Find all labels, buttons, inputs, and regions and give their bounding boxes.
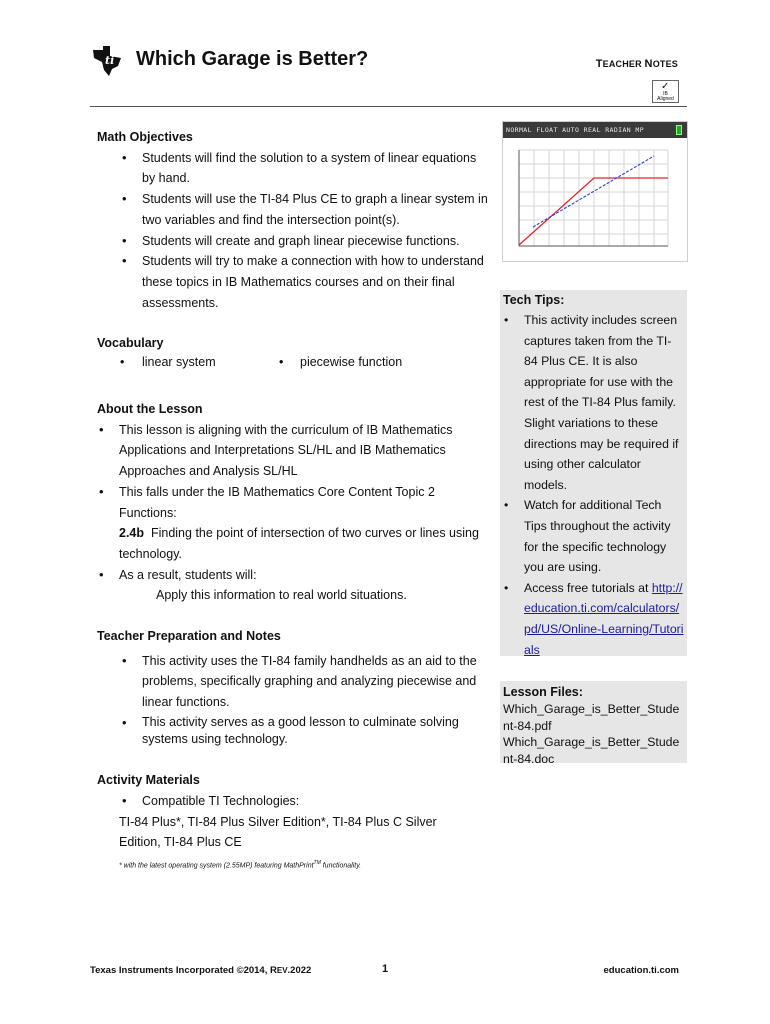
ib-aligned-badge: ✓ IB Aligned [652, 80, 679, 103]
check-icon: ✓ [661, 81, 670, 92]
footer-copyright: Texas Instruments Incorporated ©2014, REV.2022 [90, 965, 312, 976]
lesson-files-box [500, 681, 687, 766]
list-item: • Students will try to make a connection with how to understand these topics in IB Mathematics courses and on their final assessments. [142, 251, 492, 313]
tutorials-link[interactable]: http://education.ti.com/calculators/pd/US/Online-Learning/Tutorials [524, 580, 684, 657]
list-item: linear system [142, 355, 216, 370]
tech-tips-box [500, 290, 687, 656]
footer-website: education.ti.com [603, 965, 679, 976]
page-title: Which Garage is Better? [136, 48, 369, 70]
about-list [97, 420, 492, 606]
teacher-notes-label: TEACHER NOTES [595, 58, 678, 70]
activity-materials-list [97, 791, 492, 812]
calculator-status-bar: NORMAL FLOAT AUTO REAL RADIAN MP [503, 122, 687, 138]
vocabulary-heading: Vocabulary [97, 336, 164, 351]
list-item: • Compatible TI Technologies: [142, 791, 492, 812]
header-divider [90, 106, 687, 107]
tech-tips-heading: Tech Tips: [503, 293, 565, 307]
list-item: piecewise function [300, 355, 403, 370]
list-item: • This activity includes screen captures taken from the TI-84 Plus CE. It is also appropriate for use with the rest of the TI-84 Plus family. Slight variations to these directions may be required if using other calculator models. [524, 310, 684, 495]
calculator-graph [503, 138, 687, 260]
lesson-file-pdf: Which_Garage_is_Better_Student-84.pdf [503, 702, 680, 733]
footnote: * with the latest operating system (2.55MP) featuring MathPrint™ functionality. [119, 860, 362, 870]
math-objectives-list [97, 148, 492, 314]
lesson-files-heading: Lesson Files: [503, 685, 583, 699]
list-item: • Access free tutorials at http://education.ti.com/calculators/pd/US/Online-Learning/Tutorials [524, 578, 684, 660]
math-objectives-heading: Math Objectives [97, 130, 193, 144]
list-item: • This activity serves as a good lesson to culminate solving systems using technology. [142, 712, 492, 748]
list-item: • Students will use the TI-84 Plus CE to graph a linear system in two variables and find the intersection point(s). [142, 189, 492, 230]
page-number: 1 [382, 963, 389, 975]
technology-list: TI-84 Plus*, TI-84 Plus Silver Edition*, TI-84 Plus C Silver Edition, TI-84 Plus CE [119, 814, 437, 850]
texas-instruments-logo [90, 44, 124, 78]
list-item: • Students will find the solution to a system of linear equations by hand. [142, 148, 492, 189]
calculator-screenshot [502, 121, 688, 262]
lesson-file-doc: Which_Garage_is_Better_Student-84.doc [503, 735, 680, 766]
svg-text:ti: ti [105, 54, 115, 67]
activity-materials-heading: Activity Materials [97, 773, 200, 788]
list-item: • As a result, students will: Apply this information to real world situations. [119, 565, 492, 606]
list-item: • This lesson is aligning with the curriculum of IB Mathematics Applications and Interpretations SL/HL and IB Mathematics Approaches and Analysis SL/HL [119, 420, 492, 482]
list-item: • This activity uses the TI-84 family handhelds as an aid to the problems, specifically graphing and analyzing piecewise and linear functions. [142, 651, 492, 713]
about-heading: About the Lesson [97, 402, 203, 417]
vocabulary-list: • linear system • piecewise function [97, 354, 492, 374]
teacher-prep-heading: Teacher Preparation and Notes [97, 629, 281, 644]
list-item: • Watch for additional Tech Tips throughout the activity for the specific technology you are using. [524, 495, 684, 577]
list-item: • This falls under the IB Mathematics Core Content Topic 2 Functions: 2.4b Finding the point of intersection of two curves or lines using technology. [119, 482, 492, 565]
tech-tips-list [524, 310, 684, 660]
main-column [97, 127, 492, 853]
list-item: • Students will create and graph linear piecewise functions. [142, 231, 492, 252]
battery-icon [676, 125, 682, 135]
teacher-prep-list [97, 651, 492, 749]
